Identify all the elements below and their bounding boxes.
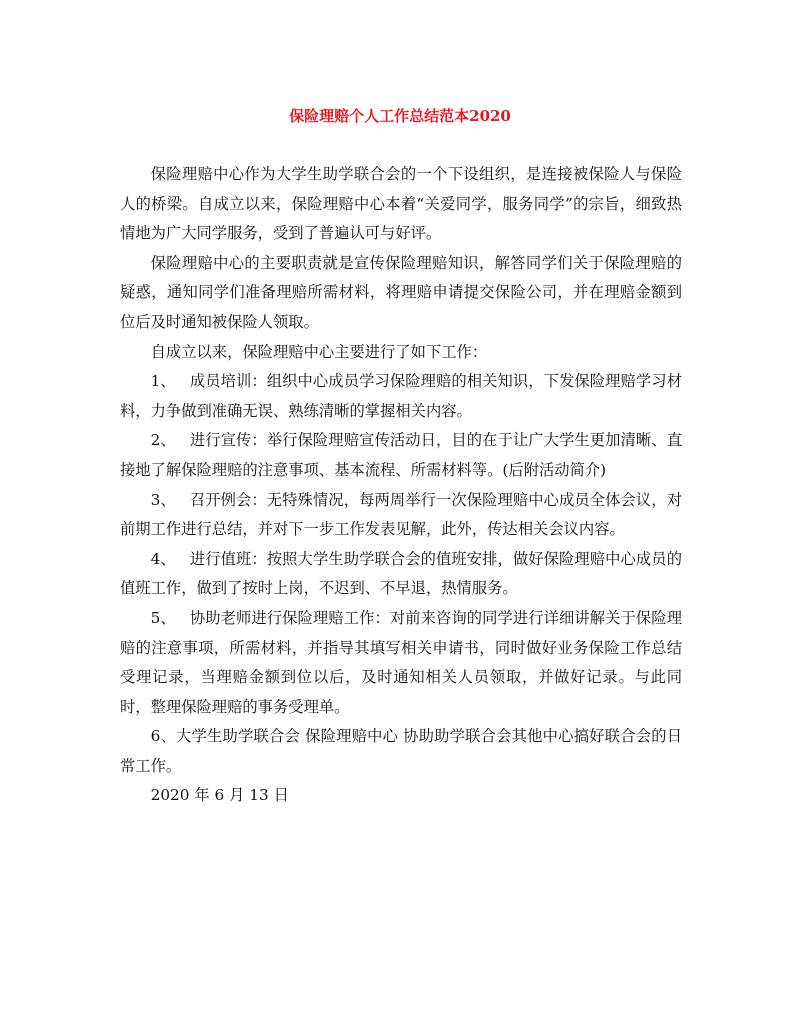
list-text: 召开例会：无特殊情况，每两周举行一次保险理赔中心成员全体会议，对前期工作进行总结，并对下一步工作发表见解，此外，传达相关会议内容。 — [120, 490, 682, 539]
list-number: 1、 — [150, 372, 176, 391]
paragraph-text: 6、大学生助学联合会 保险理赔中心 协助助学联合会其他中心搞好联合会的日常工作。 — [120, 727, 682, 775]
list-text: 进行宣传：举行保险理赔宣传活动日，目的在于让广大学生更加清晰、直接地了解保险理赔的注意事项、基本流程、所需材料等。(后附活动简介) — [120, 431, 682, 479]
list-item-2 — [120, 426, 682, 485]
list-item-5 — [120, 604, 682, 722]
list-item-3 — [120, 486, 682, 545]
list-item-6 — [120, 722, 682, 781]
list-number: 4、 — [150, 549, 176, 568]
paragraph-text: 自成立以来，保险理赔中心主要进行了如下工作： — [150, 342, 488, 361]
list-text: 协助老师进行保险理赔工作：对前来咨询的同学进行详细讲解关于保险理赔的注意事项，所需材料，并指导其填写相关申请书，同时做好业务保险工作总结受理记录，当理赔金额到位以后，及时通知相关人员领取，并做好记录。与此同时，整理保险理赔的事务受理单。 — [120, 608, 682, 716]
paragraph-intro — [120, 160, 682, 249]
document-body — [120, 160, 682, 811]
paragraph-text: 保险理赔中心的主要职责就是宣传保险理赔知识，解答同学们关于保险理赔的疑惑，通知同学们准备理赔所需材料，将理赔申请提交保险公司，并在理赔金额到位后及时通知被保险人领取。 — [120, 253, 682, 331]
list-text: 进行值班：按照大学生助学联合会的值班安排，做好保险理赔中心成员的值班工作，做到了按时上岗，不迟到、不早退，热情服务。 — [120, 549, 682, 598]
list-item-4 — [120, 545, 682, 604]
date-text: 2020 年 6 月 13 日 — [150, 786, 289, 805]
list-number: 3、 — [150, 490, 176, 509]
document-date — [120, 781, 682, 811]
paragraph-duties — [120, 249, 682, 338]
list-item-1 — [120, 367, 682, 426]
list-number: 2、 — [150, 431, 176, 450]
paragraph-text: 保险理赔中心作为大学生助学联合会的一个下设组织，是连接被保险人与保险人的桥梁。自成立以来，保险理赔中心本着“关爱同学，服务同学”的宗旨，细致热情地为广大同学服务，受到了普遍认可与好评。 — [120, 165, 682, 243]
paragraph-work-intro — [120, 338, 682, 368]
list-number: 5、 — [150, 608, 176, 627]
list-text: 成员培训：组织中心成员学习保险理赔的相关知识，下发保险理赔学习材料，力争做到准确无误、熟练清晰的掌握相关内容。 — [120, 372, 682, 420]
document-title: 保险理赔个人工作总结范本2020 — [289, 107, 511, 125]
